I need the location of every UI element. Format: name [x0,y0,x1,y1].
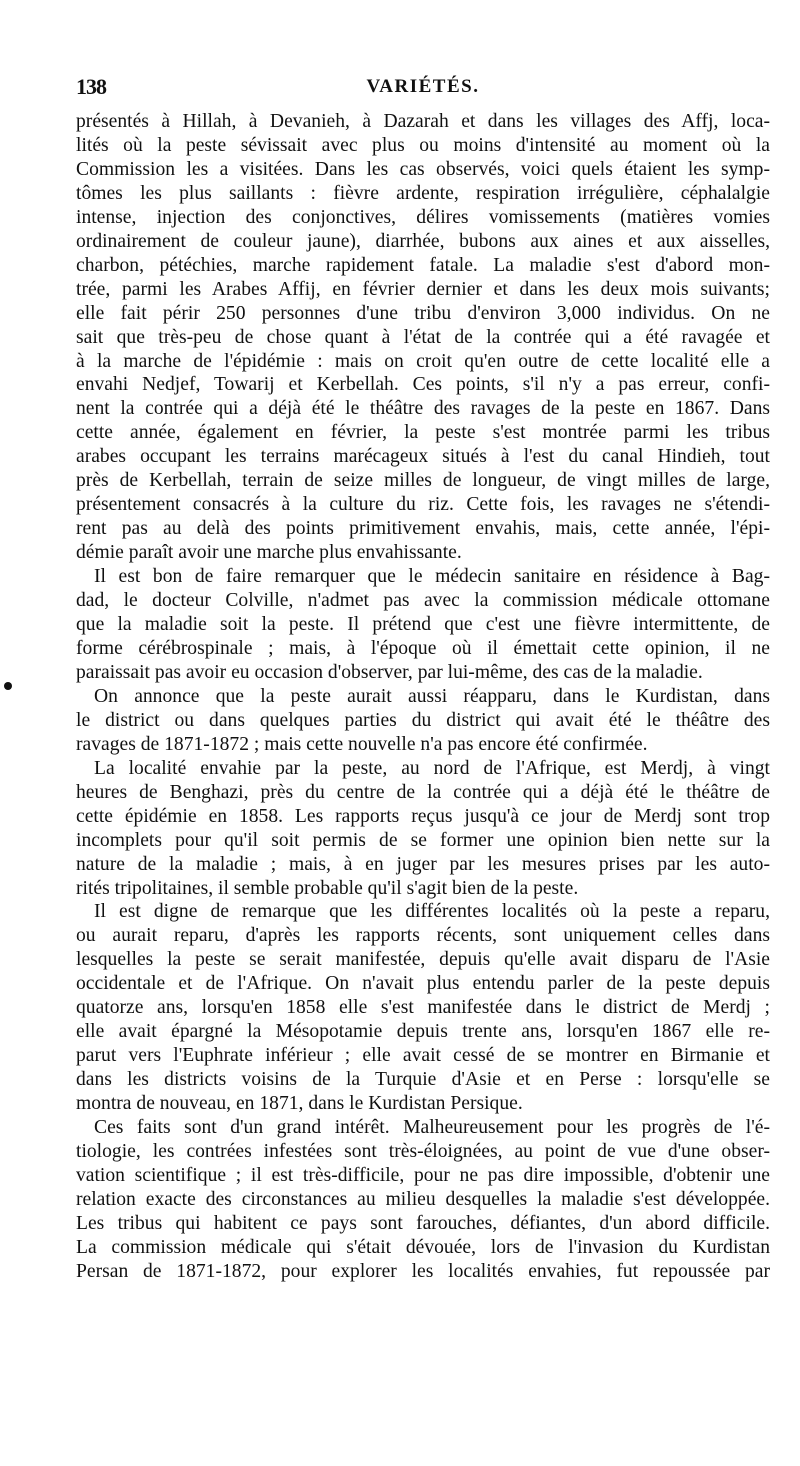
text-line: tiologie, les contrées infestées sont très-éloignées, au point de vue d'une obser- [76,1140,770,1162]
text-line: Persan de 1871-1872, pour explorer les localités envahies, fut repoussée par [76,1260,770,1282]
text-line: dad, le docteur Colville, n'admet pas avec la commission médicale ottomane [76,590,770,612]
text-line: lesquelles la peste se serait manifestée, depuis qu'elle avait disparu de l'Asie [76,949,770,971]
text-line: elle fait périr 250 personnes d'une tribu d'environ 3,000 individus. On ne [76,302,770,324]
text-line: ordinairement de couleur jaune), diarrhée, bubons aux aines et aux aisselles, [76,230,770,252]
text-line: sait que très-peu de chose quant à l'état de la contrée qui a été ravagée et [76,326,770,348]
text-line: occidentale et de l'Afrique. On n'avait plus entendu parler de la peste depuis [76,973,770,995]
text-line: cette année, également en février, la peste s'est montrée parmi les tribus [76,422,770,444]
paragraph [76,757,770,901]
text-line: montra de nouveau, en 1871, dans le Kurdistan Persique. [76,1093,523,1115]
paragraph [76,110,770,565]
page-header [76,74,770,104]
text-line: arabes occupant les terrains marécageux situés à l'est du canal Hindieh, tout [76,446,770,468]
text-line: trée, parmi les Arabes Affij, en février dernier et dans les deux mois suivants; [76,278,770,300]
text-line: Il est digne de remarque que les différentes localités où la peste a reparu, [94,901,770,923]
text-line: dans les districts voisins de la Turquie d'Asie et en Perse : lorsqu'elle se [76,1069,770,1091]
text-line: ou aurait reparu, d'après les rapports récents, sont uniquement celles dans [76,925,770,947]
text-line: forme cérébrospinale ; mais, à l'époque où il émettait cette opinion, il ne [76,637,770,659]
text-line: nature de la maladie ; mais, à en juger par les mesures prises par les auto- [76,853,770,875]
text-line: incomplets pour qu'il soit permis de se former une opinion bien nette sur la [76,829,770,851]
text-line: parut vers l'Euphrate inférieur ; elle avait cessé de se montrer en Birmanie et [76,1045,770,1067]
text-line: que la maladie soit la peste. Il prétend que c'est une fièvre intermittente, de [76,614,770,636]
text-line: On annonce que la peste aurait aussi réapparu, dans le Kurdistan, dans [94,685,770,707]
paragraph [76,1116,770,1284]
text-line: cette épidémie en 1858. Les rapports reçus jusqu'à ce jour de Merdj sont trop [76,805,770,827]
text-line: La commission médicale qui s'était dévouée, lors de l'invasion du Kurdistan [76,1236,770,1258]
text-line: rités tripolitaines, il semble probable qu'il s'agit bien de la peste. [76,877,579,899]
text-line: vation scientifique ; il est très-difficile, pour ne pas dire impossible, d'obtenir une [76,1164,770,1186]
paragraph [76,565,770,685]
text-line: présentement consacrés à la culture du riz. Cette fois, les ravages ne s'étendi- [76,494,770,516]
text-line: relation exacte des circonstances au milieu desquelles la maladie s'est développée. [76,1188,770,1210]
margin-bullet-mark [4,682,12,690]
page-number: 138 [76,74,106,99]
text-line: intense, injection des conjonctives, délires vomissements (matières vomies [76,206,770,228]
text-line: près de Kerbellah, terrain de seize milles de longueur, de vingt milles de large, [76,470,770,492]
text-line: elle avait épargné la Mésopotamie depuis trente ans, lorsqu'en 1867 elle re- [76,1021,770,1043]
text-line: Il est bon de faire remarquer que le médecin sanitaire en résidence à Bag- [94,566,770,588]
text-line: rent pas au delà des points primitivement envahis, mais, cette année, l'épi- [76,518,770,540]
text-line: à la marche de l'épidémie : mais on croit qu'en outre de cette localité elle a [76,350,770,372]
text-line: charbon, pétéchies, marche rapidement fatale. La maladie s'est d'abord mon- [76,254,770,276]
paragraph [76,900,770,1116]
text-line: ravages de 1871-1872 ; mais cette nouvelle n'a pas encore été confirmée. [76,733,648,755]
text-line: heures de Benghazi, près du centre de la contrée qui a déjà été le théâtre de [76,781,770,803]
text-line: envahi Nedjef, Towarij et Kerbellah. Ces points, s'il n'y a pas erreur, confi- [76,374,770,396]
paragraph [76,685,770,757]
text-line: nent la contrée qui a déjà été le théâtre des ravages de la peste en 1867. Dans [76,398,770,420]
body-text [76,110,770,1284]
text-line: Ces faits sont d'un grand intérêt. Malheureusement pour les progrès de l'é- [94,1117,770,1139]
text-line: paraissait pas avoir eu occasion d'observer, par lui-même, des cas de la maladie. [76,661,703,683]
text-line: Les tribus qui habitent ce pays sont farouches, défiantes, d'un abord difficile. [76,1212,770,1234]
text-line: présentés à Hillah, à Devanieh, à Dazarah et dans les villages des Affj, loca- [76,111,770,132]
text-line: lités où la peste sévissait avec plus ou moins d'intensité au moment où la [76,134,770,156]
running-head: VARIÉTÉS. [366,76,480,97]
text-line: tômes les plus saillants : fièvre ardente, respiration irrégulière, céphalalgie [76,182,770,204]
text-line: La localité envahie par la peste, au nord de l'Afrique, est Merdj, à vingt [94,757,770,779]
text-line: démie paraît avoir une marche plus envahissante. [76,542,462,564]
text-line: Commission les a visitées. Dans les cas observés, voici quels étaient les symp- [76,158,770,180]
text-line: le district ou dans quelques parties du district qui avait été le théâtre des [76,709,770,731]
text-line: quatorze ans, lorsqu'en 1858 elle s'est manifestée dans le district de Merdj ; [76,997,770,1019]
